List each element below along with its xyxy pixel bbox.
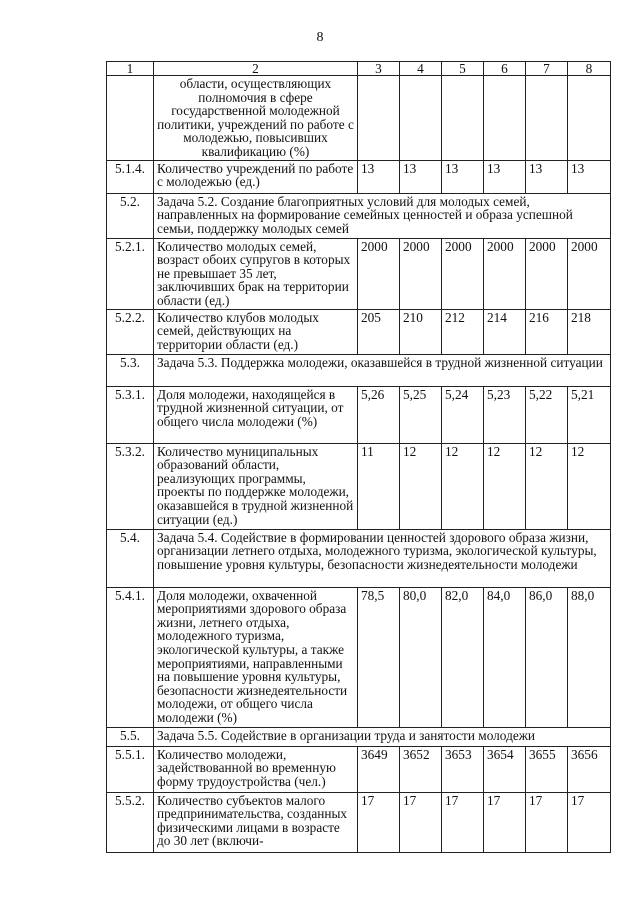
header-row <box>107 62 611 76</box>
row-value: 12 <box>442 443 484 529</box>
row-description: Количество муниципальных образований области, реализующих программы, проекты по поддержке молодежи, оказавшейся в трудной жизненной ситуации (ед.) <box>154 443 358 529</box>
row-value: 3656 <box>568 746 611 792</box>
row-description: Количество молодых семей, возраст обоих супругов в которых не превышает 35 лет, заключивших брак на территории области (ед.) <box>154 238 358 309</box>
row-value: 13 <box>484 160 526 193</box>
task-number: 5.3. <box>107 354 154 386</box>
row-description: Доля молодежи, охваченной мероприятиями здорового образа жизни, летнего отдыха, молодежного туризма, экологической культуры, а также мероприятиями, направленными на повышение уровня культуры, безопасности жизнедеятельности молодежи, от общего числа молодежи (%) <box>154 587 358 727</box>
col-header: 3 <box>358 62 400 76</box>
task-number: 5.5. <box>107 727 154 746</box>
table-row <box>107 76 611 161</box>
row-value: 84,0 <box>484 587 526 727</box>
row-description: Доля молодежи, находящейся в трудной жизненной ситуации, от общего числа молодежи (%) <box>154 386 358 443</box>
row-value: 17 <box>400 792 442 852</box>
row-value: 17 <box>526 792 568 852</box>
table-row <box>107 160 611 193</box>
row-value: 5,25 <box>400 386 442 443</box>
row-value: 13 <box>400 160 442 193</box>
row-value: 13 <box>568 160 611 193</box>
row-value: 78,5 <box>358 587 400 727</box>
table-row <box>107 386 611 443</box>
row-description: Количество учреждений по работе с молодежью (ед.) <box>154 160 358 193</box>
row-value: 12 <box>484 443 526 529</box>
row-value: 17 <box>484 792 526 852</box>
row-value: 88,0 <box>568 587 611 727</box>
row-value: 82,0 <box>442 587 484 727</box>
row-value: 2000 <box>568 238 611 309</box>
col-header: 6 <box>484 62 526 76</box>
col-header: 2 <box>154 62 358 76</box>
row-number: 5.4.1. <box>107 587 154 727</box>
row-value: 5,23 <box>484 386 526 443</box>
task-row <box>107 193 611 238</box>
col-header: 4 <box>400 62 442 76</box>
row-number: 5.2.2. <box>107 309 154 354</box>
row-value: 13 <box>526 160 568 193</box>
row-value: 212 <box>442 309 484 354</box>
row-value: 205 <box>358 309 400 354</box>
row-number: 5.3.2. <box>107 443 154 529</box>
row-description: Количество субъектов малого предпринимательства, созданных физическими лицами в возрасте до 30 лет (включи- <box>154 792 358 852</box>
table-row <box>107 309 611 354</box>
row-value: 12 <box>526 443 568 529</box>
table-row <box>107 746 611 792</box>
page-number: 8 <box>316 30 324 45</box>
table-row <box>107 238 611 309</box>
row-value: 3654 <box>484 746 526 792</box>
row-value: 17 <box>568 792 611 852</box>
task-number: 5.2. <box>107 193 154 238</box>
row-value: 2000 <box>400 238 442 309</box>
task-row <box>107 529 611 587</box>
row-value: 3653 <box>442 746 484 792</box>
row-number: 5.1.4. <box>107 160 154 193</box>
row-value: 12 <box>400 443 442 529</box>
row-value: 17 <box>358 792 400 852</box>
task-row <box>107 727 611 746</box>
row-value: 11 <box>358 443 400 529</box>
task-description: Задача 5.5. Содействие в организации труда и занятости молодежи <box>154 727 611 746</box>
row-value: 12 <box>568 443 611 529</box>
row-value: 3649 <box>358 746 400 792</box>
table-row <box>107 792 611 852</box>
row-value: 2000 <box>442 238 484 309</box>
row-description: Количество молодежи, задействованной во временную форму трудоустройства (чел.) <box>154 746 358 792</box>
row-value: 17 <box>442 792 484 852</box>
row-value: 3655 <box>526 746 568 792</box>
row-value: 86,0 <box>526 587 568 727</box>
row-value: 13 <box>358 160 400 193</box>
task-row <box>107 354 611 386</box>
row-description: Количество клубов молодых семей, действующих на территории области (ед.) <box>154 309 358 354</box>
row-number: 5.3.1. <box>107 386 154 443</box>
row-value: 5,21 <box>568 386 611 443</box>
table-row <box>107 443 611 529</box>
row-value: 3652 <box>400 746 442 792</box>
col-header: 8 <box>568 62 611 76</box>
task-description: Задача 5.2. Создание благоприятных условий для молодых семей, направленных на формирование семейных ценностей и образа успешной семьи, поддержку молодых семей <box>154 193 611 238</box>
col-header: 7 <box>526 62 568 76</box>
row-number <box>107 76 154 161</box>
row-number: 5.5.1. <box>107 746 154 792</box>
task-description: Задача 5.4. Содействие в формировании ценностей здорового образа жизни, организации летнего отдыха, молодежного туризма, экологической культуры, повышение уровня культуры, безопасности жизнедеятельности молодежи <box>154 529 611 587</box>
row-value: 5,24 <box>442 386 484 443</box>
row-value: 5,22 <box>526 386 568 443</box>
table-row <box>107 587 611 727</box>
row-value: 218 <box>568 309 611 354</box>
row-value: 13 <box>442 160 484 193</box>
row-value: 80,0 <box>400 587 442 727</box>
row-value: 5,26 <box>358 386 400 443</box>
row-description: области, осуществляющих полномочия в сфере государственной молодежной политики, учреждений по работе с молодежью, повысивших квалификацию (%) <box>154 76 358 161</box>
row-number: 5.2.1. <box>107 238 154 309</box>
row-value: 214 <box>484 309 526 354</box>
row-value: 2000 <box>526 238 568 309</box>
col-header: 1 <box>107 62 154 76</box>
indicator-table <box>106 61 611 853</box>
task-number: 5.4. <box>107 529 154 587</box>
col-header: 5 <box>442 62 484 76</box>
task-description: Задача 5.3. Поддержка молодежи, оказавшейся в трудной жизненной ситуации <box>154 354 611 386</box>
row-number: 5.5.2. <box>107 792 154 852</box>
row-value: 2000 <box>358 238 400 309</box>
row-value: 2000 <box>484 238 526 309</box>
row-value: 210 <box>400 309 442 354</box>
row-value: 216 <box>526 309 568 354</box>
